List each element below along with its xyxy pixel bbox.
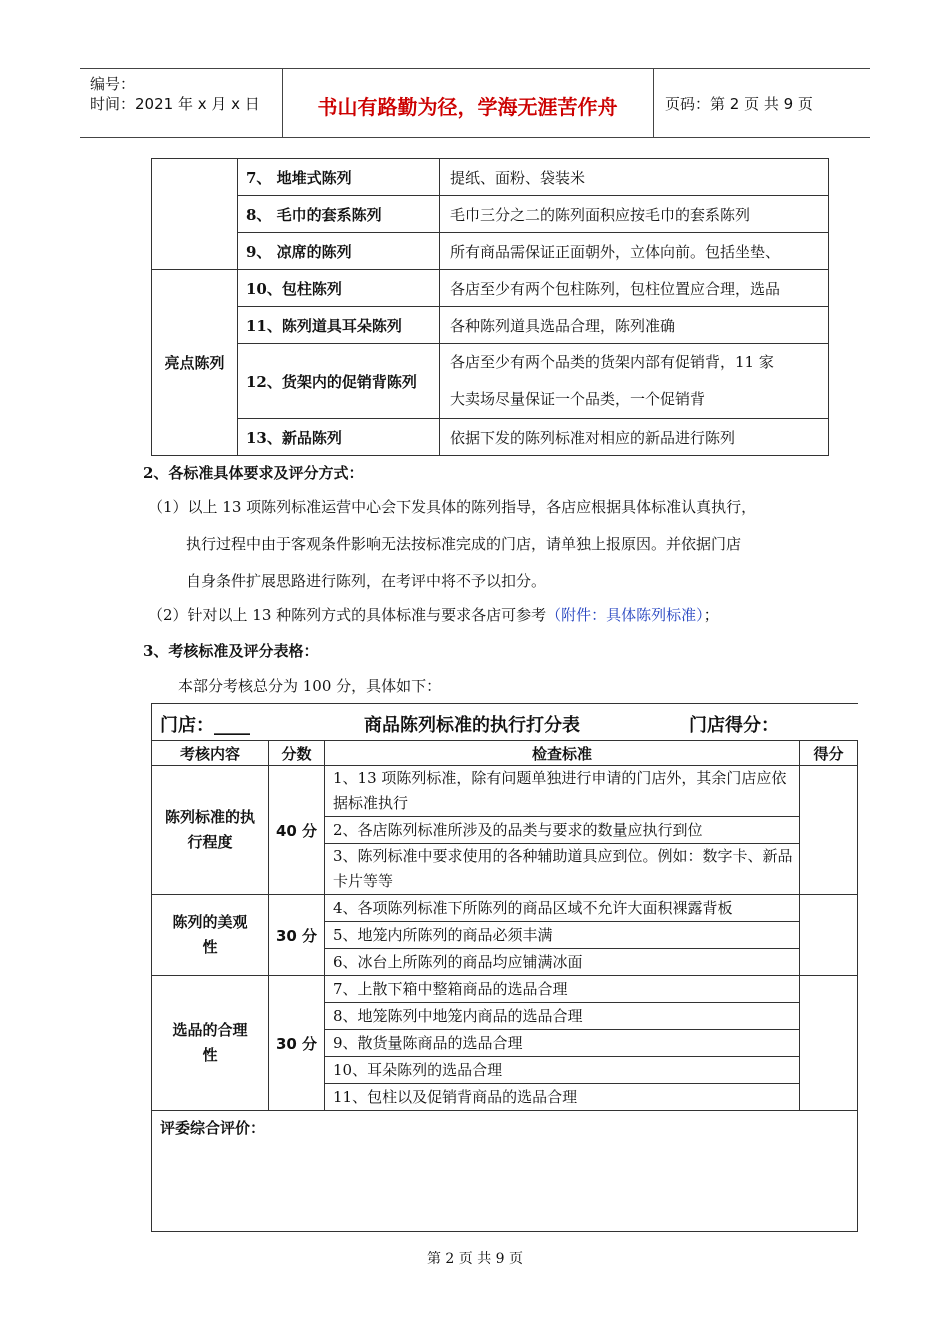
score-table-title-bar: [152, 704, 858, 741]
table-row: [152, 233, 829, 270]
standard-item: 7、 地堆式陈列: [238, 159, 440, 196]
group-cell-empty: [152, 159, 238, 270]
standard-desc: 提纸、面粉、袋装米: [440, 159, 829, 196]
criteria-cell: 6、冰台上所陈列的商品均应铺满冰面: [325, 949, 800, 976]
paragraph-line: [148, 604, 719, 625]
standard-item: 11、陈列道具耳朵陈列: [238, 307, 440, 344]
criteria-cell: 4、各项陈列标准下所陈列的商品区域不允许大面积裸露背板: [325, 895, 800, 922]
score-input-cell[interactable]: [800, 895, 858, 976]
store-score-label: 门店得分：: [689, 715, 779, 736]
table-row: [152, 895, 858, 922]
table-row: [152, 270, 829, 307]
category-label: 陈列的美观性: [172, 913, 248, 956]
standard-desc-line: 大卖场尽量保证一个品类，一个促销背: [450, 390, 706, 408]
standard-desc: 各种陈列道具选品合理，陈列准确: [440, 307, 829, 344]
section-heading: 3、考核标准及评分表格：: [143, 642, 319, 660]
criteria-cell: 9、散货量陈商品的选品合理: [325, 1030, 800, 1057]
group-label: 亮点陈列: [152, 270, 238, 456]
header-content: 考核内容: [152, 741, 269, 766]
criteria-cell: 11、包柱以及促销背商品的选品合理: [325, 1084, 800, 1111]
criteria-cell: 5、地笼内所陈列的商品必须丰满: [325, 922, 800, 949]
paragraph-line: 自身条件扩展思路进行陈列，在考评中将不予以扣分。: [186, 572, 547, 590]
table-row: [152, 307, 829, 344]
header-score: 得分: [800, 741, 858, 766]
table-row: [152, 766, 858, 817]
document-date: 时间：2021 年 x 月 x 日: [90, 95, 260, 113]
header-page-number: 页码：第 2 页 共 9 页: [665, 95, 813, 113]
header-motto: 书山有路勤为径，学海无涯苦作舟: [317, 95, 618, 119]
score-table-title: 商品陈列标准的执行打分表: [364, 715, 580, 736]
document-number: 编号：: [90, 75, 136, 93]
paragraph-line: 执行过程中由于客观条件影响无法按标准完成的门店，请单独上报原因。并依据门店: [186, 535, 742, 553]
standard-item: 10、包柱陈列: [238, 270, 440, 307]
page-header: [80, 68, 870, 138]
table-row: [152, 419, 829, 456]
standard-desc-line: 各店至少有两个品类的货架内部有促销背，11 家: [450, 353, 774, 371]
points-cell: 30 分: [269, 895, 325, 976]
paragraph-text: ；: [703, 606, 719, 624]
criteria-cell: 2、各店陈列标准所涉及的品类与要求的数量应执行到位: [325, 817, 800, 844]
page-footer: 第 2 页 共 9 页: [426, 1251, 524, 1267]
criteria-cell: 3、陈列标准中要求使用的各种辅助道具应到位。例如：数字卡、新品卡片等等: [325, 844, 800, 895]
standard-desc: 依据下发的陈列标准对相应的新品进行陈列: [440, 419, 829, 456]
criteria-cell: 10、耳朵陈列的选品合理: [325, 1057, 800, 1084]
category-cell: [152, 895, 269, 976]
criteria-cell: 7、上散下箱中整箱商品的选品合理: [325, 976, 800, 1003]
evaluation-cell[interactable]: [152, 1111, 858, 1232]
score-table: [151, 703, 858, 1232]
points-cell: 40 分: [269, 766, 325, 895]
category-cell: [152, 976, 269, 1111]
category-label: 选品的合理性: [172, 1021, 248, 1064]
table-row: [152, 196, 829, 233]
paragraph-text: （2）针对以上 13 种陈列方式的具体标准与要求各店可参考: [148, 606, 547, 624]
score-input-cell[interactable]: [800, 766, 858, 895]
score-table-title-row: [152, 704, 858, 741]
standard-item: 13、新品陈列: [238, 419, 440, 456]
evaluation-label: 评委综合评价：: [160, 1119, 266, 1137]
table-row: [152, 976, 858, 1003]
standard-item: 9、 凉席的陈列: [238, 233, 440, 270]
category-cell: [152, 766, 269, 895]
section-heading: 2、各标准具体要求及评分方式：: [143, 464, 364, 482]
store-label: 门店：____: [160, 715, 250, 736]
table-row: [152, 159, 829, 196]
standard-desc: 毛巾三分之二的陈列面积应按毛巾的套系陈列: [440, 196, 829, 233]
points-cell: 30 分: [269, 976, 325, 1111]
header-criteria: 检查标准: [325, 741, 800, 766]
standard-item: 8、 毛巾的套系陈列: [238, 196, 440, 233]
standard-desc: 所有商品需保证正面朝外，立体向前。包括坐垫、: [440, 233, 829, 270]
attachment-link[interactable]: （附件：具体陈列标准）: [546, 606, 704, 624]
score-input-cell[interactable]: [800, 976, 858, 1111]
paragraph-line: （1）以上 13 项陈列标准运营中心会下发具体的陈列指导，各店应根据具体标准认真执行，: [148, 498, 757, 516]
evaluation-row: [152, 1111, 858, 1232]
paragraph-line: 本部分考核总分为 100 分，具体如下：: [178, 677, 442, 695]
standard-desc: 各店至少有两个包柱陈列，包柱位置应合理，选品: [440, 270, 829, 307]
display-standards-table: [151, 158, 829, 456]
score-table-header: [152, 741, 858, 766]
header-divider: [653, 69, 654, 137]
criteria-cell: 8、地笼陈列中地笼内商品的选品合理: [325, 1003, 800, 1030]
standard-desc: [440, 344, 829, 419]
table-row: [152, 344, 829, 419]
header-points: 分数: [269, 741, 325, 766]
criteria-cell: 1、13 项陈列标准，除有问题单独进行申请的门店外，其余门店应依据标准执行: [325, 766, 800, 817]
standard-item: 12、货架内的促销背陈列: [238, 344, 440, 419]
category-label: 陈列标准的执行程度: [164, 808, 255, 851]
